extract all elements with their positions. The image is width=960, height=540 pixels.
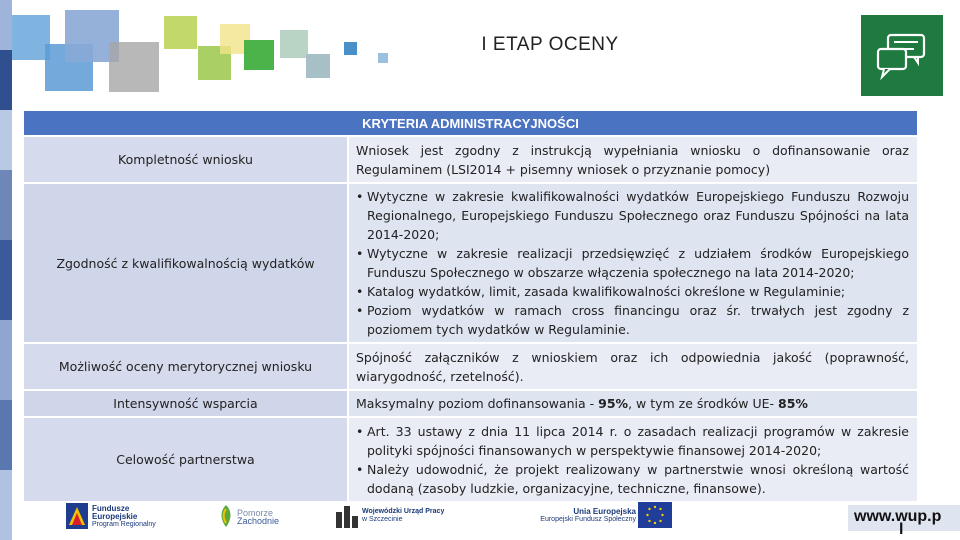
left-decor-strip (0, 0, 12, 540)
description-cell (349, 418, 917, 501)
criterion-cell: Intensywność wsparcia (24, 391, 347, 416)
funding-text: Maksymalny poziom dofinansowania - (356, 396, 599, 411)
wup-logo-icon (336, 502, 358, 528)
bullet-item: • Wytyczne w zakresie kwalifikowalności wydatków Europejskiego Funduszu Rozwoju Regionalnego, Europejskiego Funduszu Społecznego oraz Funduszu Spójności na lata 2014-2020; (356, 187, 909, 244)
criterion-cell: Celowość partnerstwa (24, 418, 347, 501)
pomorze-logo-icon (217, 503, 235, 529)
bullet-item: • Poziom wydatków w ramach cross financingu oraz śr. trwałych jest zgodny z poziomem tych wydatków w Regulaminie. (356, 301, 909, 339)
chat-panel (861, 15, 943, 96)
criteria-table (24, 111, 917, 501)
bullet-item: • Należy udowodnić, że projekt realizowany w partnerstwie wnosi określoną wartość dodaną (zasoby ludzkie, organizacyjne, techniczne, finansowe). (356, 460, 909, 498)
table-row (24, 391, 917, 416)
description-cell: Spójność załączników z wnioskiem oraz ich odpowiednia jakość (poprawność, wiarygodność, rzetelność). (349, 344, 917, 389)
criterion-cell: Zgodność z kwalifikowalnością wydatków (24, 184, 347, 342)
eu-flag-icon (638, 502, 672, 528)
chat-bubbles-icon (874, 31, 930, 81)
criterion-cell: Możliwość oceny merytorycznej wniosku (24, 344, 347, 389)
table-header: KRYTERIA ADMINISTRACYJNOŚCI (24, 111, 917, 135)
website-url-wrap: l (899, 521, 904, 538)
table-row (24, 137, 917, 182)
bullet-item: • Katalog wydatków, limit, zasada kwalifikowalności określone w Regulaminie; (356, 282, 909, 301)
fe-logo-icon (66, 503, 88, 529)
criterion-cell: Kompletność wniosku (24, 137, 347, 182)
website-url[interactable]: www.wup.p (848, 505, 960, 531)
table-row (24, 184, 917, 342)
table-row (24, 344, 917, 389)
funding-eu-value: 85% (778, 396, 808, 411)
slide-title: I ETAP OCENY (481, 34, 619, 55)
description-cell: Wniosek jest zgodny z instrukcją wypełniania wniosku o dofinansowanie oraz Regulaminem (LSI2014 + pisemny wniosek o przyznanie pomocy) (349, 137, 917, 182)
description-cell (349, 184, 917, 342)
funding-text-mid: , w tym ze środków UE- (628, 396, 779, 411)
bullet-item: • Art. 33 ustawy z dnia 11 lipca 2014 r. o zasadach realizacji programów w zakresie polityki spójności finansowanych w perspektywie finansowej 2014-2020; (356, 422, 909, 460)
description-cell (349, 391, 917, 416)
footer-logos: Fundusze Europejskie Program Regionalny Pomorze Zachodnie Wojewódzki Urząd Pracy w Szczecinie Unia Europejska Europejski Fundusz Społeczny (0, 500, 960, 540)
table-row (24, 418, 917, 501)
funding-total-value: 95% (598, 396, 629, 411)
bullet-item: • Wytyczne w zakresie realizacji przedsięwzięć z udziałem środków Europejskiego Funduszu Społecznego w obszarze włączenia społecznego na lata 2014-2020; (356, 244, 909, 282)
